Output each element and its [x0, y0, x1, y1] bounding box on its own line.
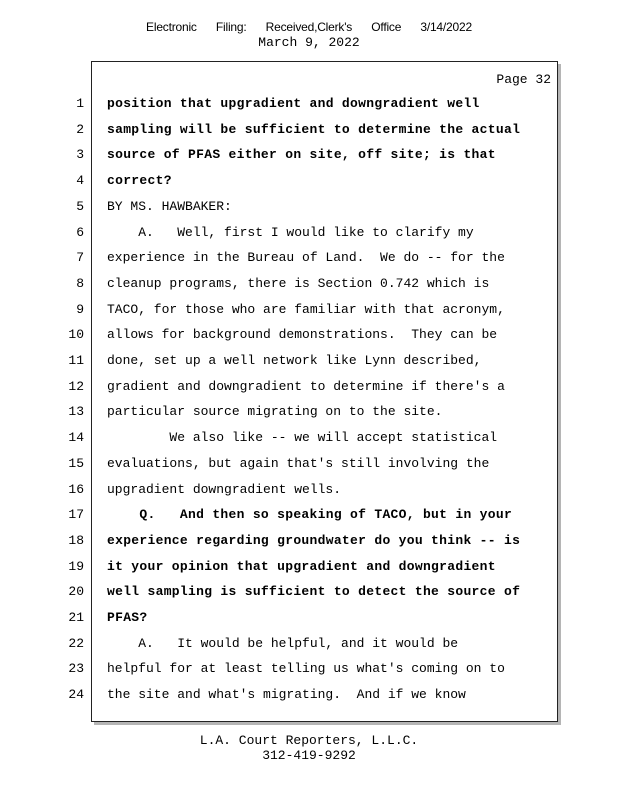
transcript-line [0, 167, 618, 193]
line-text: it your opinion that upgradient and downgradient [107, 558, 496, 574]
transcript-line [0, 296, 618, 322]
transcript-line [0, 681, 618, 707]
transcript-line [0, 244, 618, 270]
page-number: Page 32 [496, 72, 551, 87]
line-text: position that upgradient and downgradient well [107, 96, 480, 111]
line-text: BY MS. HAWBAKER: [107, 198, 232, 214]
line-number: 14 [68, 430, 84, 446]
transcript-line [0, 630, 618, 656]
line-text: gradient and downgradient to determine if there's a [107, 378, 505, 394]
transcript-line [0, 193, 618, 219]
line-number: 11 [68, 353, 84, 368]
line-text: TACO, for those who are familiar with that acronym, [107, 301, 505, 317]
line-text: experience regarding groundwater do you think -- is [107, 532, 521, 548]
line-number: 6 [76, 224, 84, 240]
line-number: 23 [68, 661, 84, 677]
line-text: experience in the Bureau of Land. We do -- for the [107, 250, 505, 266]
line-text: allows for background demonstrations. They can be [107, 327, 498, 343]
stamp-filing: Filing: [215, 20, 247, 34]
transcript-line [0, 270, 618, 296]
line-number: 22 [68, 635, 84, 651]
transcript-line [0, 655, 618, 681]
line-text: sampling will be sufficient to determine the actual [107, 121, 521, 137]
line-number: 3 [76, 147, 84, 163]
transcript-line [0, 219, 618, 245]
line-text: correct? [107, 173, 172, 189]
line-text: done, set up a well network like Lynn described, [107, 353, 482, 368]
transcript-line [0, 604, 618, 630]
transcript-line [0, 501, 618, 527]
line-text: Q. And then so speaking of TACO, but in your [107, 507, 513, 523]
line-text: We also like -- we will accept statistical [107, 430, 498, 446]
line-number: 16 [68, 481, 84, 497]
hearing-date: March 9, 2022 [258, 35, 360, 50]
reporter-company: L.A. Court Reporters, L.L.C. [199, 733, 419, 748]
transcript-line [0, 476, 618, 502]
line-text: PFAS? [107, 610, 148, 625]
transcript-line [0, 398, 618, 424]
line-text: A. It would be helpful, and it would be [107, 635, 459, 651]
transcript-line [0, 553, 618, 579]
page-footer [0, 733, 618, 763]
transcript-line [0, 116, 618, 142]
line-text: the site and what's migrating. And if we know [107, 687, 466, 703]
line-number: 18 [68, 532, 84, 548]
line-number: 21 [68, 610, 84, 625]
filing-stamp [0, 20, 618, 35]
line-number: 10 [68, 327, 84, 343]
transcript-line [0, 321, 618, 347]
line-number: 12 [68, 378, 84, 394]
line-number: 24 [68, 687, 84, 703]
line-number: 8 [76, 275, 84, 291]
line-text: particular source migrating on to the site. [107, 404, 443, 420]
line-text: cleanup programs, there is Section 0.742 which is [107, 275, 490, 291]
line-number: 19 [68, 558, 84, 574]
line-number: 7 [76, 250, 84, 266]
line-number: 1 [76, 96, 84, 111]
line-text: helpful for at least telling us what's coming on to [107, 661, 505, 677]
stamp-office: Office [371, 20, 402, 34]
transcript-line [0, 141, 618, 167]
page-header [0, 20, 618, 50]
line-number: 5 [76, 198, 84, 214]
line-number: 17 [68, 507, 84, 523]
line-text: upgradient downgradient wells. [107, 481, 342, 497]
line-text: well sampling is sufficient to detect the source of [107, 584, 521, 600]
transcript-line [0, 347, 618, 373]
line-number: 9 [76, 301, 84, 317]
line-number: 13 [68, 404, 84, 420]
reporter-phone: 312-419-9292 [262, 748, 356, 763]
transcript-line [0, 373, 618, 399]
transcript-line [0, 450, 618, 476]
transcript-line [0, 90, 618, 116]
line-number: 4 [76, 173, 84, 189]
stamp-date: 3/14/2022 [420, 20, 472, 34]
stamp-electronic: Electronic [146, 20, 197, 34]
line-text: source of PFAS either on site, off site; is that [107, 147, 496, 163]
line-number: 20 [68, 584, 84, 600]
line-number: 2 [76, 121, 84, 137]
transcript-line [0, 578, 618, 604]
transcript-line [0, 527, 618, 553]
stamp-received-clerks: Received,Clerk's [265, 20, 353, 34]
line-text: evaluations, but again that's still involving the [107, 455, 490, 471]
transcript-line [0, 424, 618, 450]
line-text: A. Well, first I would like to clarify my [107, 224, 474, 240]
line-number: 15 [68, 455, 84, 471]
